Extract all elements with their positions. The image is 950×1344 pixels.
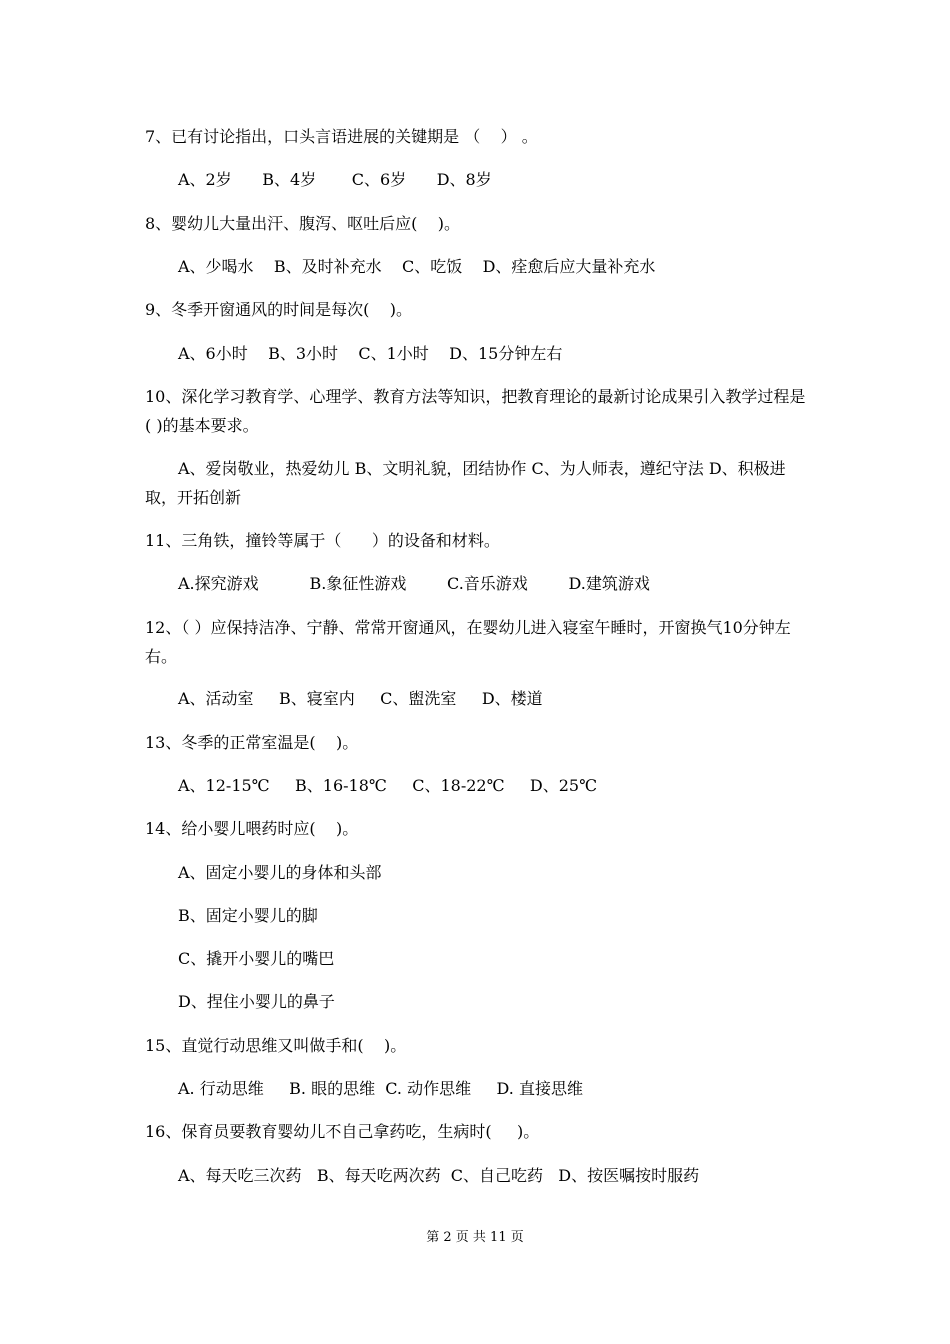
question-14: 14、给小婴儿喂药时应( )。 (145, 819, 359, 838)
question-10-options: A、爱岗敬业，热爱幼儿 B、文明礼貌，团结协作 C、为人师表，遵纪守法 D、积极进取，开拓创新 (145, 459, 786, 507)
question-16: 16、保育员要教育婴幼儿不自己拿药吃，生病时( )。 (145, 1122, 540, 1141)
question-8-options: A、少喝水 B、及时补充水 C、吃饭 D、痊愈后应大量补充水 (178, 257, 656, 276)
question-16-options: A、每天吃三次药 B、每天吃两次药 C、自己吃药 D、按医嘱按时服药 (178, 1166, 700, 1185)
question-15: 15、直觉行动思维又叫做手和( )。 (145, 1036, 407, 1055)
question-15-options: A. 行动思维 B. 眼的思维 C. 动作思维 D. 直接思维 (178, 1079, 583, 1098)
question-14-option-b: B、固定小婴儿的脚 (178, 906, 318, 925)
question-12-options: A、活动室 B、寝室内 C、盥洗室 D、楼道 (178, 689, 543, 708)
question-8: 8、婴幼儿大量出汗、腹泻、呕吐后应( )。 (145, 214, 461, 233)
question-11: 11、三角铁，撞铃等属于（ ）的设备和材料。 (145, 531, 500, 550)
question-7: 7、已有讨论指出，口头言语进展的关键期是 （ ） 。 (145, 127, 538, 146)
question-13: 13、冬季的正常室温是( )。 (145, 733, 359, 752)
question-7-options: A、2岁 B、4岁 C、6岁 D、8岁 (178, 170, 492, 189)
question-9: 9、冬季开窗通风的时间是每次( )。 (145, 300, 413, 319)
question-13-options: A、12-15℃ B、16-18℃ C、18-22℃ D、25℃ (178, 776, 598, 795)
question-12: 12、（ ）应保持洁净、宁静、常常开窗通风，在婴幼儿进入寝室午睡时，开窗换气10分钟左右。 (145, 618, 791, 666)
page-footer: 第 2 页 共 11 页 (426, 1230, 524, 1245)
question-10: 10、深化学习教育学、心理学、教育方法等知识，把教育理论的最新讨论成果引入教学过程是( )的基本要求。 (145, 387, 806, 435)
question-14-option-c: C、撬开小婴儿的嘴巴 (178, 949, 335, 968)
question-9-options: A、6小时 B、3小时 C、1小时 D、15分钟左右 (178, 344, 563, 363)
question-11-options: A.探究游戏 B.象征性游戏 C.音乐游戏 D.建筑游戏 (178, 574, 650, 593)
question-14-option-d: D、捏住小婴儿的鼻子 (178, 992, 335, 1011)
question-14-option-a: A、固定小婴儿的身体和头部 (178, 863, 382, 882)
